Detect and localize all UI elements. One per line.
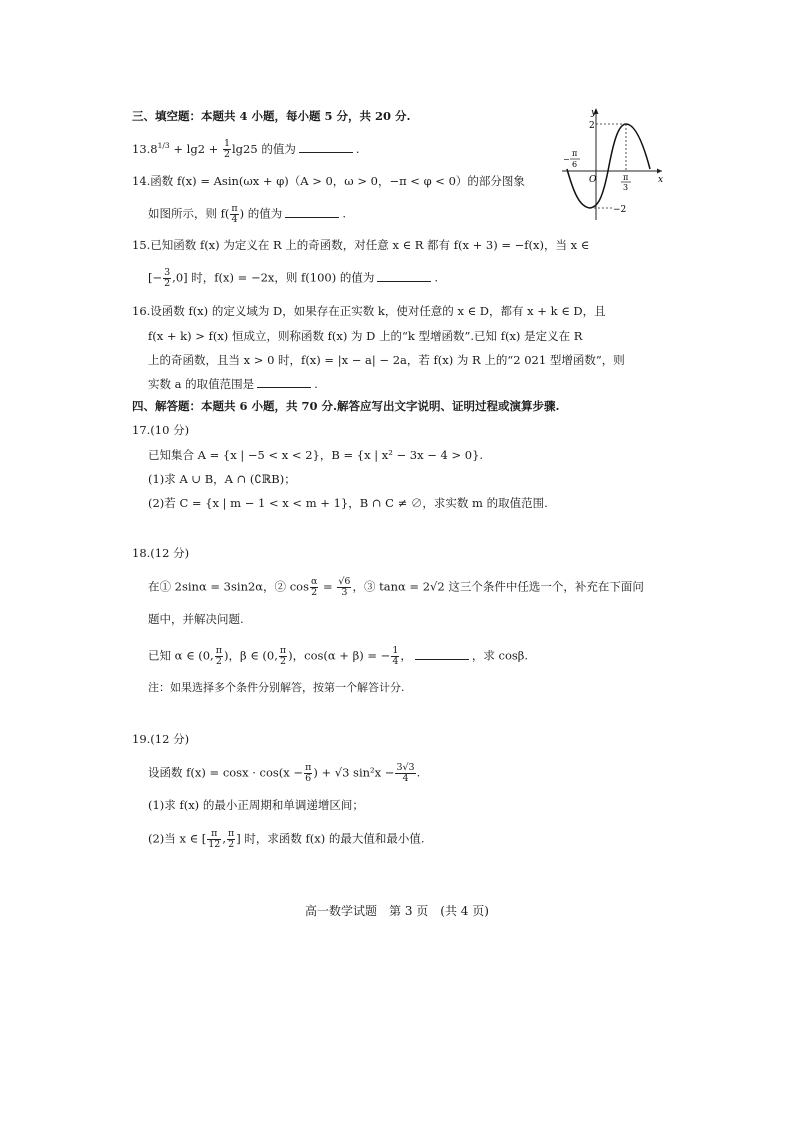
q13-fraction: $\frac{1}{2}$	[223, 138, 230, 161]
question-18-number: 18.(12 分)	[132, 546, 190, 560]
question-14-line-1: 14.函数 f(x) = Asin(ωx + φ)（A > 0，ω > 0，−π < φ < 0）的部分图象	[132, 174, 525, 188]
question-17-number: 17.(10 分)	[132, 423, 190, 437]
answer-blank-15[interactable]	[377, 270, 431, 282]
answer-blank-14[interactable]	[285, 206, 339, 218]
q18-pi-over-2-b: $\frac{\pi}{2}$	[279, 645, 287, 667]
y-min-label: −2	[613, 205, 627, 215]
x-axis-arrow	[657, 169, 662, 174]
y-axis-label: y	[591, 108, 597, 118]
neg-pi-over-6-sign: −	[563, 155, 570, 164]
question-16-line-4: 实数 a 的取值范围是 .	[148, 377, 318, 391]
question-16-line-2: f(x + k) > f(x) 恒成立，则称函数 f(x) 为 D 上的“k 型增函数”.已知 f(x) 是定义在 R	[148, 329, 583, 343]
q14-fraction: $\frac{\pi}{4}$	[231, 203, 238, 225]
question-18-line-2: 题中，并解决问题.	[148, 612, 244, 626]
question-17-part-1: (1)求 A ∪ B，A ∩ (∁ℝB)；	[148, 472, 296, 486]
question-16-line-3: 上的奇函数，且当 x > 0 时，f(x) = |x − a| − 2a，若 f(x) 为 R 上的“2 021 型增函数”，则	[148, 353, 625, 367]
question-16-line-1: 16.设函数 f(x) 的定义域为 D，如果存在正实数 k，使对任意的 x ∈ D，都有 x + k ∈ D，且	[132, 304, 606, 318]
pi-over-3-denominator: 3	[623, 183, 629, 192]
question-19-part-2: (2)当 x ∈ [ $\frac{\pi}{12}$ , $\frac{\pi}{2}$ ] 时，求函数 f(x) 的最大值和最小值.	[148, 828, 425, 850]
q18-one-quarter: $\frac{1}{4}$	[392, 645, 399, 667]
q13-base: 8	[150, 141, 158, 156]
answer-blank-16[interactable]	[257, 376, 311, 388]
q19-pi-over-6: $\frac{\pi}{6}$	[305, 762, 312, 784]
question-19-part-1: (1)求 f(x) 的最小正周期和单调递增区间；	[148, 798, 364, 812]
question-14-line-2: 如图所示，则 f( $\frac{\pi}{4}$ ) 的值为 .	[148, 203, 346, 225]
q13-exponent: 1/3	[157, 141, 170, 150]
question-18-line-1: 在① 2sinα = 3sin2α，② cos $\frac{\alpha}{2}$ = $\frac{√6}{3}$ ，③ tanα = 2√2 这三个条件中任选一个，补充在下面问	[148, 576, 644, 598]
neg-pi-over-6-numerator: π	[572, 149, 578, 158]
y-max-label: 2	[589, 121, 595, 131]
question-18-note: 注：如果选择多个条件分别解答，按第一个解答计分.	[148, 681, 405, 694]
section-4-heading: 四、解答题：本题共 6 小题，共 70 分.解答应写出文字说明、证明过程或演算步骤.	[132, 399, 560, 413]
question-17-line-1: 已知集合 A = {x | −5 < x < 2}，B = {x | x² − 3x − 4 > 0}.	[148, 448, 484, 462]
q18-pi-over-2-a: $\frac{\pi}{2}$	[215, 645, 222, 667]
answer-blank-13[interactable]	[299, 141, 353, 153]
function-graph	[560, 104, 670, 222]
question-19-number: 19.(12 分)	[132, 732, 190, 746]
q19-pi-over-2: $\frac{\pi}{2}$	[228, 828, 235, 850]
q13-expr-b: + lg2 +	[169, 141, 222, 156]
question-13-number: 13.	[132, 141, 151, 156]
page-footer: 高一数学试题 第 3 页 (共 4 页)	[305, 904, 489, 918]
question-15-line-2: [− $\frac{3}{2}$ ,0] 时，f(x) = −2x，则 f(100) 的值为 .	[148, 267, 439, 289]
q13-expr-c: lg25 的值为	[232, 141, 296, 156]
origin-label: O	[589, 175, 597, 185]
q18-sqrt6-over-3: $\frac{√6}{3}$	[338, 576, 351, 598]
question-13: $13.8^{1/3} + \lg 2$ + $\frac{1}{2}$ lg25 的值为 .	[132, 138, 360, 161]
section-3-heading: 三、填空题：本题共 4 小题，每小题 5 分，共 20 分.	[132, 109, 411, 123]
condition-blank-18[interactable]	[415, 648, 469, 660]
question-15-line-1: 15.已知函数 f(x) 为定义在 R 上的奇函数，对任意 x ∈ R 都有 f(x + 3) = −f(x)，当 x ∈	[132, 238, 590, 252]
q19-pi-over-12: $\frac{\pi}{12}$	[208, 828, 221, 850]
question-18-line-3: 已知 α ∈ (0, $\frac{\pi}{2}$ )，β ∈ (0, $\frac{\pi}{2}$ )，cos(α + β) = − $\frac{1}{4}$ ， ，求 cosβ.	[148, 645, 529, 667]
x-axis-label: x	[658, 175, 664, 185]
q15-fraction: $\frac{3}{2}$	[164, 267, 171, 289]
sine-curve	[567, 124, 650, 208]
q19-3sqrt3-over-4: $\frac{3√3}{4}$	[396, 762, 415, 784]
neg-pi-over-6-denominator: 6	[572, 160, 578, 169]
q18-alpha-over-2: $\frac{\alpha}{2}$	[310, 576, 318, 598]
pi-over-3-numerator: π	[623, 173, 629, 182]
question-17-part-2: (2)若 C = {x | m − 1 < x < m + 1}，B ∩ C ≠ ∅，求实数 m 的取值范围.	[148, 496, 548, 510]
question-19-line-1: 设函数 f(x) = cosx · cos(x − $\frac{\pi}{6}$ ) + √3 sin²x − $\frac{3√3}{4}$ .	[148, 762, 421, 784]
